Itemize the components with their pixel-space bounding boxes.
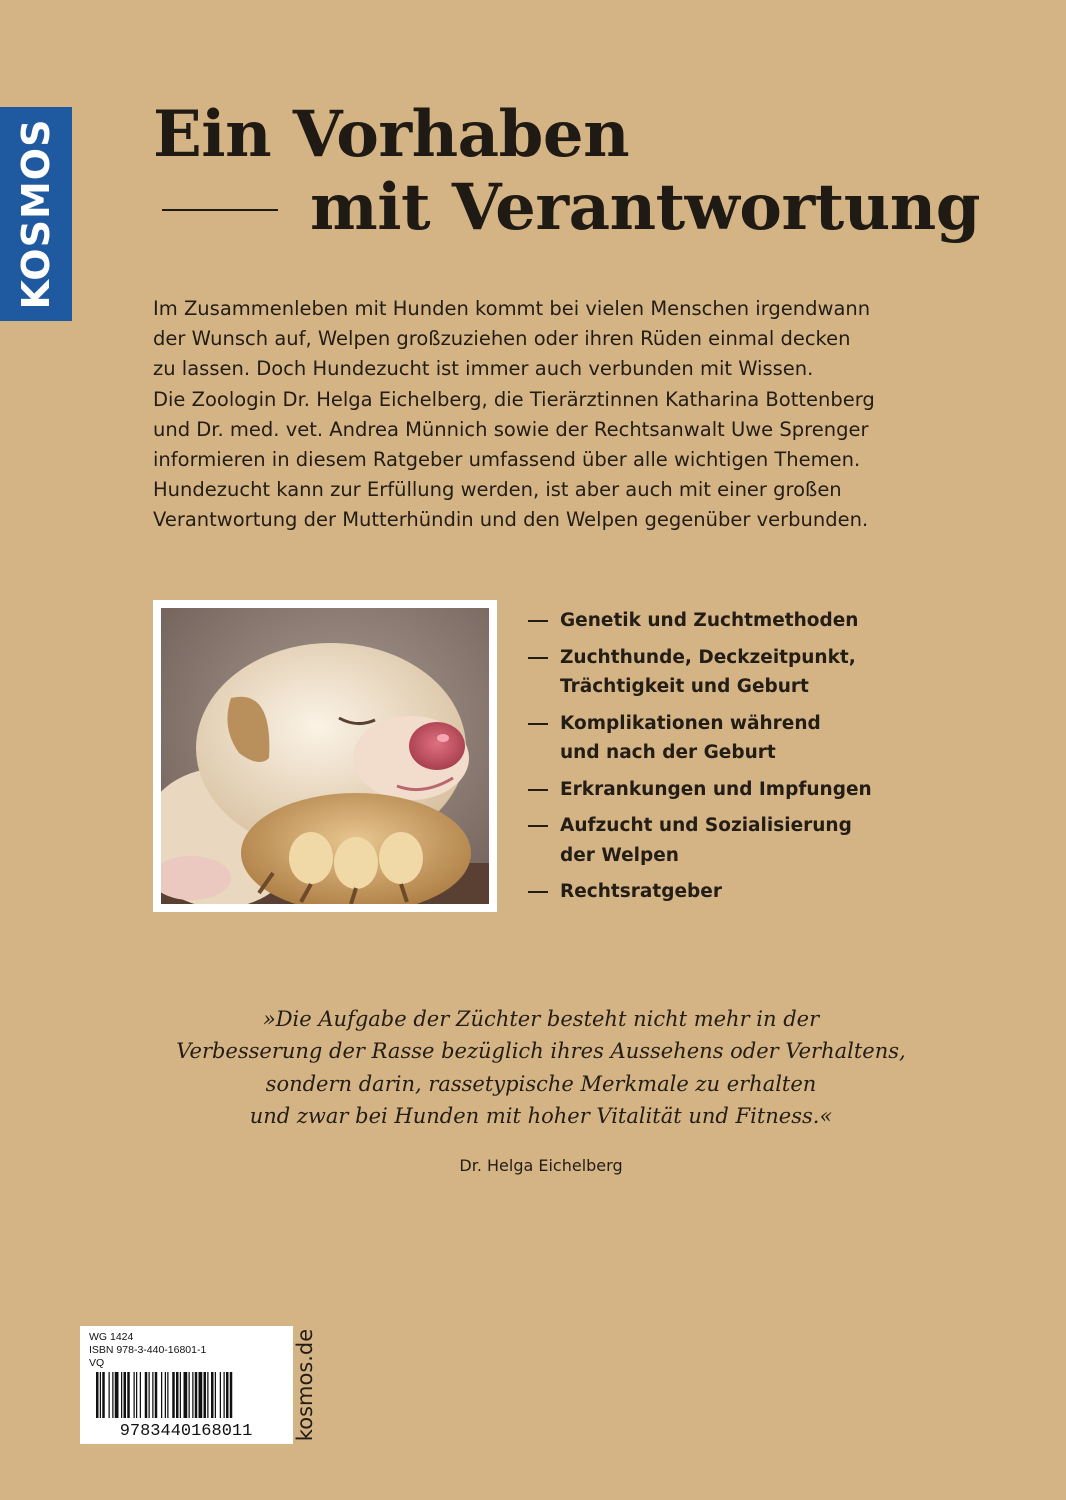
title-line-2: mit Verantwortung bbox=[310, 170, 981, 245]
quote-author: Dr. Helga Eichelberg bbox=[459, 1156, 623, 1175]
barcode-bar bbox=[127, 1372, 130, 1418]
barcode-bar bbox=[184, 1372, 188, 1418]
topic-item bbox=[528, 877, 948, 907]
intro-line: Verantwortung der Mutterhündin und den Welpen gegenüber verbunden. bbox=[153, 508, 869, 532]
ean-barcode bbox=[86, 1372, 286, 1440]
barcode-bar bbox=[207, 1372, 208, 1418]
quote-line: sondern darin, rassetypische Merkmale zu erhalten bbox=[265, 1071, 817, 1096]
topic-item bbox=[528, 643, 948, 702]
barcode-bar bbox=[226, 1372, 229, 1418]
barcode-bar bbox=[167, 1372, 168, 1418]
dash-bullet bbox=[528, 723, 548, 725]
title-line-1: Ein Vorhaben bbox=[153, 97, 630, 172]
topic-text: Erkrankungen und Impfungen bbox=[560, 778, 872, 800]
barcode-bar bbox=[155, 1372, 158, 1418]
intro-line: Im Zusammenleben mit Hunden kommt bei vielen Menschen irgendwann bbox=[153, 297, 871, 320]
barcode-bar bbox=[215, 1372, 216, 1418]
topic-text: Zuchthunde, Deckzeitpunkt, bbox=[560, 646, 856, 668]
barcode-bar bbox=[230, 1372, 233, 1418]
barcode-bar bbox=[192, 1372, 193, 1418]
title-rule bbox=[162, 209, 278, 211]
barcode-bar bbox=[220, 1372, 221, 1418]
topic-text: der Welpen bbox=[560, 844, 679, 866]
intro-line: und Dr. med. vet. Andrea Münnich sowie der Rechtsanwalt Uwe Sprenger bbox=[153, 417, 869, 441]
barcode-bar bbox=[109, 1372, 110, 1418]
barcode-bar bbox=[224, 1372, 225, 1418]
vq-code: VQ bbox=[89, 1357, 105, 1369]
barcode-bar bbox=[189, 1372, 190, 1418]
barcode-bar bbox=[136, 1372, 137, 1418]
isbn-number: ISBN 978-3-440-16801-1 bbox=[89, 1344, 207, 1356]
topic-text: und nach der Geburt bbox=[560, 742, 776, 763]
barcode-bar bbox=[161, 1372, 162, 1418]
wg-code: WG 1424 bbox=[89, 1331, 134, 1343]
barcode-bar bbox=[165, 1372, 166, 1418]
barcode-bar bbox=[112, 1372, 113, 1418]
barcode-bar bbox=[96, 1372, 99, 1418]
barcode-bar bbox=[115, 1372, 119, 1418]
barcode-bar bbox=[195, 1372, 198, 1418]
dash-bullet bbox=[528, 657, 548, 659]
topic-text: Komplikationen während bbox=[560, 712, 821, 734]
intro-line: Hundezucht kann zur Erfüllung werden, ist aber auch mit einer großen bbox=[153, 478, 842, 502]
intro-paragraph bbox=[153, 294, 943, 536]
intro-line: informieren in diesem Ratgeber umfassend über alle wichtigen Themen. bbox=[153, 448, 861, 472]
barcode-bar bbox=[211, 1372, 214, 1418]
quote-line: Verbesserung der Rasse bezüglich ihres Aussehens oder Verhaltens, bbox=[176, 1039, 906, 1064]
barcode-bar bbox=[145, 1372, 148, 1418]
dash-bullet bbox=[528, 620, 548, 622]
quote-line: »Die Aufgabe der Züchter besteht nicht mehr in der bbox=[262, 1007, 820, 1031]
quote-line: und zwar bei Hunden mit hoher Vitalität und Fitness.« bbox=[249, 1103, 833, 1128]
quote-block bbox=[160, 1003, 922, 1132]
topic-item bbox=[528, 709, 948, 768]
topic-list bbox=[528, 606, 948, 914]
barcode-bar bbox=[121, 1372, 122, 1418]
barcode-bar bbox=[102, 1372, 105, 1418]
topic-item bbox=[528, 811, 948, 870]
dash-bullet bbox=[528, 825, 548, 827]
topic-item bbox=[528, 606, 948, 636]
topic-text: Aufzucht und Sozialisierung bbox=[560, 815, 852, 836]
barcode-label bbox=[80, 1326, 293, 1444]
barcode-bar bbox=[199, 1372, 203, 1418]
barcode-bar bbox=[180, 1372, 181, 1418]
sleeping-puppy-image bbox=[161, 608, 489, 904]
kosmos-logo-text: KOSMOS bbox=[14, 118, 58, 310]
dash-bullet bbox=[528, 891, 548, 893]
intro-line: zu lassen. Doch Hundezucht ist immer auch verbunden mit Wissen. bbox=[153, 357, 814, 381]
barcode-bar bbox=[172, 1372, 175, 1418]
topic-text: Trächtigkeit und Geburt bbox=[560, 676, 809, 697]
barcode-bar bbox=[176, 1372, 179, 1418]
intro-line: der Wunsch auf, Welpen großzuziehen oder ihren Rüden einmal decken bbox=[153, 327, 851, 351]
topic-text: Rechtsratgeber bbox=[560, 881, 722, 902]
website-url: kosmos.de bbox=[293, 1328, 317, 1442]
dash-bullet bbox=[528, 789, 548, 791]
barcode-bar bbox=[204, 1372, 207, 1418]
ean-digits: 9783440168011 bbox=[119, 1422, 253, 1440]
barcode-bar bbox=[100, 1372, 101, 1418]
barcode-bar bbox=[134, 1372, 135, 1418]
topic-item bbox=[528, 775, 948, 805]
barcode-bar bbox=[149, 1372, 150, 1418]
kosmos-logo-tab bbox=[0, 107, 72, 321]
barcode-bar bbox=[140, 1372, 141, 1418]
puppy-photo-frame bbox=[153, 600, 497, 912]
topic-text: Genetik und Zuchtmethoden bbox=[560, 610, 859, 631]
intro-line: Die Zoologin Dr. Helga Eichelberg, die Tierärztinnen Katharina Bottenberg bbox=[153, 387, 875, 411]
barcode-bar bbox=[124, 1372, 127, 1418]
barcode-bar bbox=[152, 1372, 153, 1418]
